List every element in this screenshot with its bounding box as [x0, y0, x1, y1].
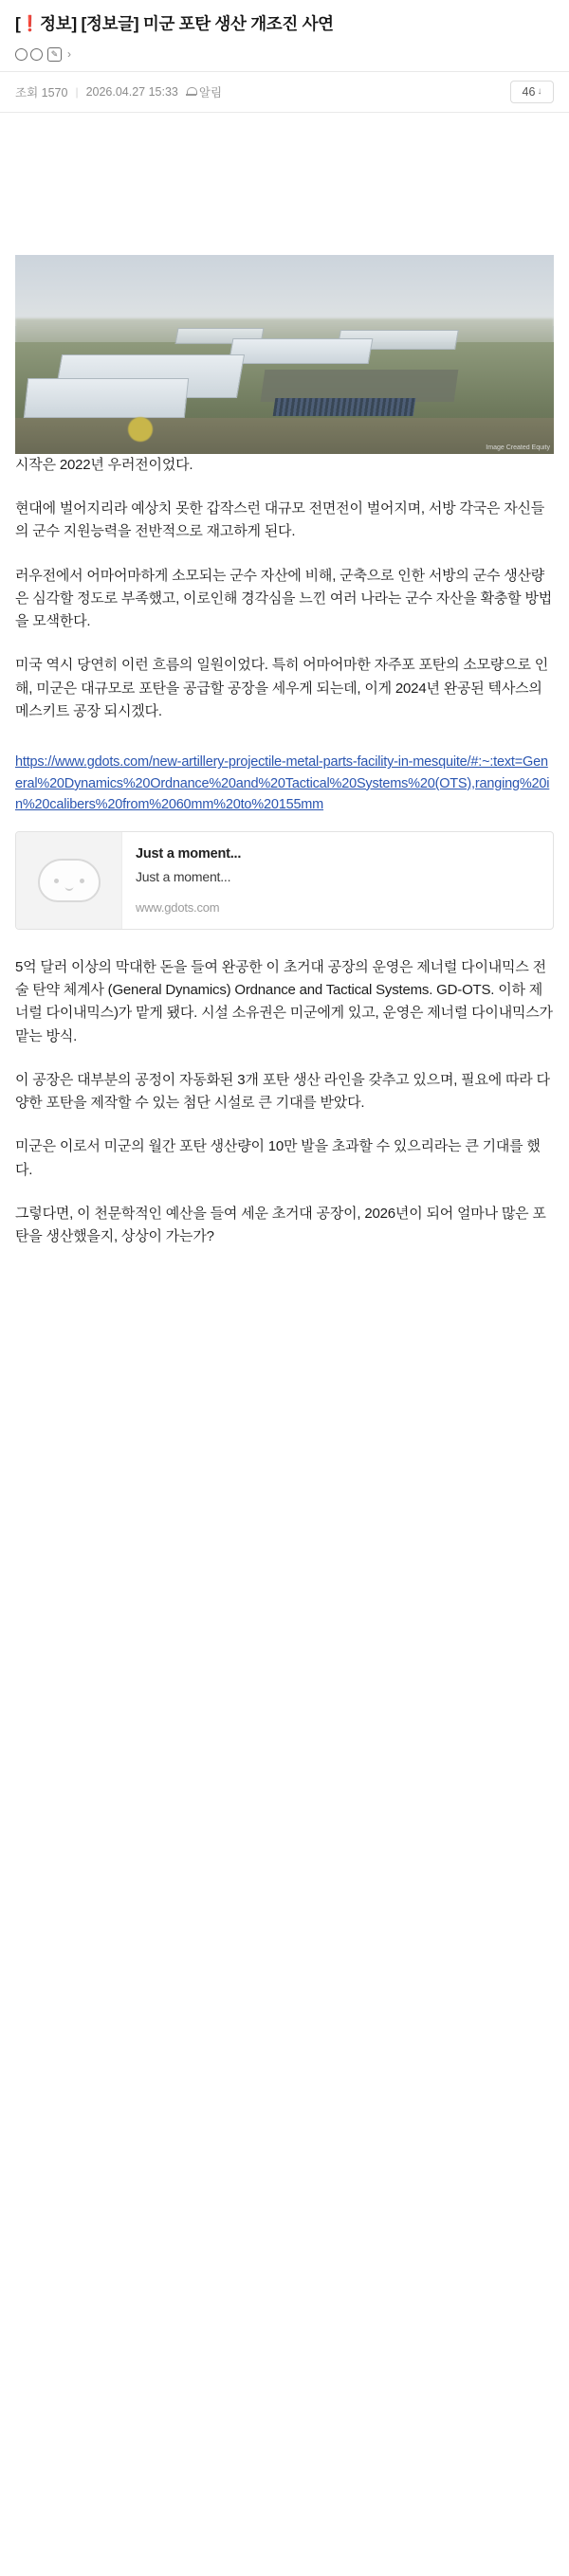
view-count: 조회 1570 [15, 85, 68, 100]
alarm-button[interactable] [186, 83, 222, 100]
pen-icon[interactable]: ✎ [47, 47, 62, 62]
paragraph: 5억 달러 이상의 막대한 돈을 들여 완공한 이 초거대 공장의 운영은 제너럴 다이내믹스 전술 탄약 체계사 (General Dynamics) Ordnance and Tactical Systems. GD-OTS. 이하 제너럴 다이내믹스)가 맡게 됐다. 시설 소유권은 미군에게 있고, 운영은 제너럴 다이내믹스가 맡는 방식. [15, 958, 553, 1044]
link-preview-host: www.gdots.com [136, 899, 220, 915]
paragraph: 이 공장은 대부분의 공정이 자동화된 3개 포탄 생산 라인을 갖추고 있으며, 필요에 따라 다양한 포탄을 제작할 수 있는 첨단 시설로 큰 기대를 받았다. [15, 1071, 550, 1112]
paragraph: 현대에 벌어지리라 예상치 못한 갑작스런 대규모 전면전이 벌어지며, 서방 각국은 자신들의 군수 지원능력을 전반적으로 재고하게 된다. [15, 499, 545, 540]
chevron-right-icon[interactable]: › [67, 47, 71, 62]
post-date: 2026.04.27 15:33 [85, 84, 178, 99]
article-image [15, 255, 554, 454]
photo-building [229, 338, 373, 364]
title-bracket: [ [15, 14, 21, 33]
dislike-circle-icon[interactable] [30, 48, 43, 61]
top-spacer [15, 113, 554, 255]
photo-sky [15, 255, 554, 327]
post-body [0, 113, 569, 1249]
title-text: 정보] [정보글] 미군 포탄 생산 개조진 사연 [40, 14, 334, 33]
source-link[interactable]: https://www.gdots.com/new-artillery-projectile-metal-parts-facility-in-mesquite/#:~:text=General%20Dynamics%20Ordnance%20and%20Tactical%20Systems%20(OTS),ranging%20in%20calibers%20from%2060mm%20to%20155mm [15, 754, 550, 813]
photo-foreground-dirt [15, 418, 554, 454]
meta-separator: | [75, 84, 79, 99]
paragraph: 미군은 이로서 미군의 월간 포탄 생산량이 10만 발을 초과할 수 있으리라는 큰 기대를 했다. [15, 1138, 541, 1178]
score-value: 46 [522, 84, 536, 99]
score-badge[interactable] [510, 81, 554, 103]
post-reaction-bar[interactable] [15, 47, 554, 71]
factory-aerial-photo [15, 255, 554, 454]
link-preview-card[interactable] [15, 831, 554, 930]
image-credit: Image Created Equity [486, 444, 550, 451]
page-title [15, 13, 554, 36]
paragraph: 시작은 2022년 우러전이었다. [15, 456, 193, 473]
photo-building [24, 378, 190, 418]
post-meta-row [0, 71, 569, 113]
alarm-label: 알림 [198, 85, 223, 100]
photo-parking-lot [261, 370, 459, 402]
link-preview-description: Just a moment... [136, 868, 231, 884]
photo-solar-array [272, 398, 414, 416]
paragraph: 러우전에서 어마어마하게 소모되는 군수 자산에 비해, 군축으로 인한 서방의 군수 생산량은 심각할 정도로 부족했고, 이로인해 경각심을 느낀 여러 나라는 군수 자산을 확충할 방법을 모색한다. [15, 567, 553, 630]
bun-mouth-icon [64, 886, 73, 891]
link-preview-text [122, 832, 553, 929]
link-preview-title: Just a moment... [136, 845, 242, 862]
paragraph: 미국 역시 당연히 이런 흐름의 일원이었다. 특히 어마어마한 자주포 포탄의 소모량으로 인해, 미군은 대규모로 포탄을 공급할 공장을 세우게 되는데, 이게 2024년 완공된 텍사스의 메스키트 공장 되시겠다. [15, 657, 549, 719]
warning-emoji-icon: ❗ [20, 16, 40, 33]
post-header [0, 0, 569, 71]
like-circle-icon[interactable] [15, 48, 28, 61]
link-preview-thumbnail [16, 832, 122, 929]
paragraph: 그렇다면, 이 천문학적인 예산을 들여 세운 초거대 공장이, 2026년이 되어 얼마나 많은 포탄을 생산했을지, 상상이 가는가? [15, 1206, 546, 1245]
bun-mascot-icon [38, 859, 101, 902]
bell-icon [186, 86, 196, 97]
chevron-down-icon: ↓ [537, 86, 542, 98]
